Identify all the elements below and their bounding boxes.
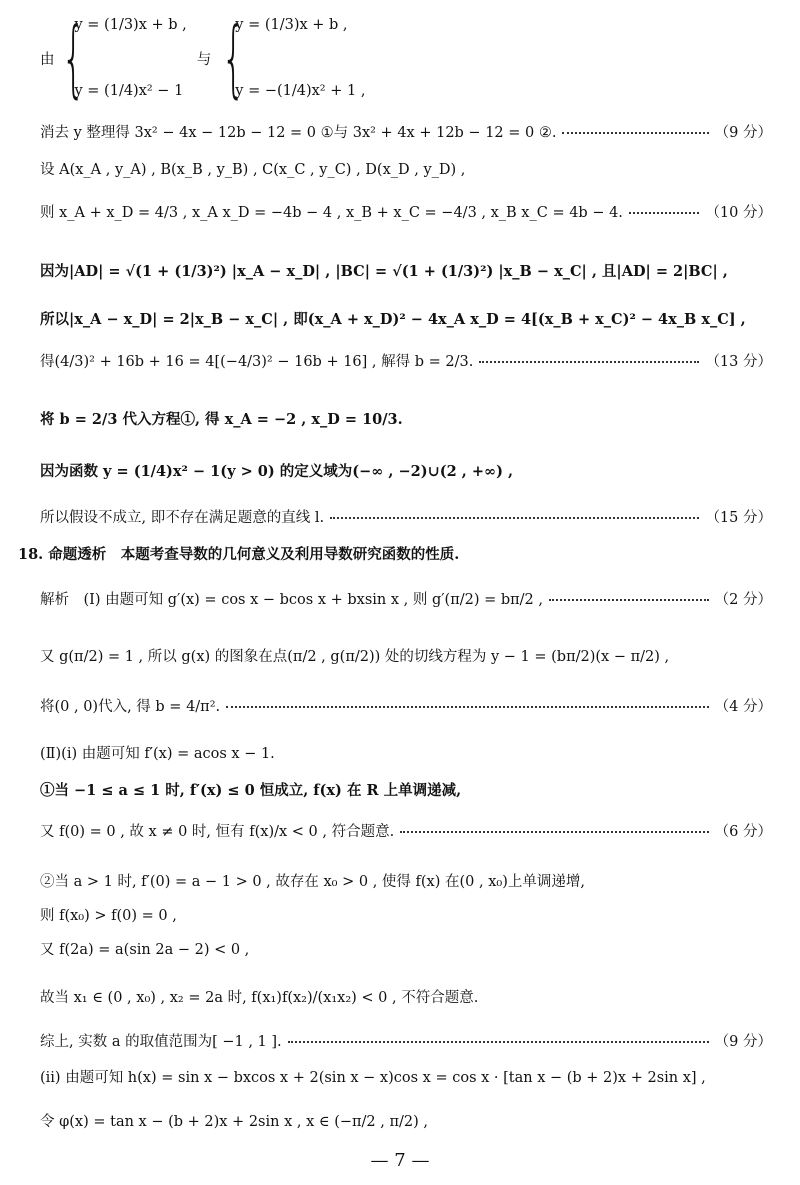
leader-dots bbox=[562, 132, 708, 134]
score-label: （9 分） bbox=[714, 1034, 772, 1050]
solution-line: 所以|x_A − x_D| = 2|x_B − x_C| , 即(x_A + x_D)² − 4x_A x_D = 4[(x_B + x_C)² − 4x_B x_C] , bbox=[40, 311, 746, 328]
solution-line: 则 f(x₀) > f(0) = 0 , bbox=[40, 908, 177, 924]
solution-line: (Ⅱ)(ⅰ) 由题可知 f′(x) = acos x − 1. bbox=[40, 746, 275, 762]
solution-line: 因为函数 y = (1/4)x² − 1(y > 0) 的定义域为(−∞ , −2)∪(2 , +∞) , bbox=[40, 463, 514, 480]
leader-dots bbox=[479, 361, 699, 363]
solution-line: 因为|AD| = √(1 + (1/3)²) |x_A − x_D| , |BC| = √(1 + (1/3)²) |x_B − x_C| , 且|AD| = 2|BC| , bbox=[40, 263, 728, 280]
equation-system bbox=[40, 9, 366, 107]
question-heading: 18. 命题透析 本题考查导数的几何意义及利用导数研究函数的性质. bbox=[18, 546, 460, 563]
solution-line: 又 f(2a) = a(sin 2a − 2) < 0 , bbox=[40, 942, 250, 958]
leader-dots bbox=[400, 831, 708, 833]
solution-line: (ⅱ) 由题可知 h(x) = sin x − bxcos x + 2(sin x − x)cos x = cos x · [tan x − (b + 2)x + 2sin x] , bbox=[40, 1070, 706, 1086]
right-brace: { bbox=[221, 9, 246, 107]
right-equation-1: y = (1/3)x + b , bbox=[235, 17, 348, 33]
system-prefix: 由 bbox=[40, 51, 55, 68]
score-label: （2 分） bbox=[714, 592, 772, 608]
solution-line: 解析 (Ⅰ) 由题可知 g′(x) = cos x − bcos x + bxsin x , 则 g′(π/2) = bπ/2 , （2 分） bbox=[40, 592, 772, 608]
right-system bbox=[235, 17, 365, 99]
right-equation-2: y = −(1/4)x² + 1 , bbox=[235, 83, 366, 99]
solution-line: 得(4/3)² + 16b + 16 = 4[(−4/3)² − 16b + 16] , 解得 b = 2/3. （13 分） bbox=[40, 354, 772, 370]
solution-line: 消去 y 整理得 3x² − 4x − 12b − 12 = 0 ①与 3x² + 4x + 12b − 12 = 0 ②. （9 分） bbox=[40, 125, 772, 141]
left-equation-1: y = (1/3)x + b , bbox=[74, 17, 187, 33]
solution-line: 又 f(0) = 0 , 故 x ≠ 0 时, 恒有 f(x)/x < 0 , 符合题意. （6 分） bbox=[40, 824, 772, 840]
score-label: （10 分） bbox=[705, 205, 772, 221]
system-connector: 与 bbox=[196, 51, 212, 68]
score-label: （9 分） bbox=[714, 125, 772, 141]
score-label: （13 分） bbox=[705, 354, 772, 370]
solution-line: 所以假设不成立, 即不存在满足题意的直线 l. （15 分） bbox=[40, 510, 772, 526]
solution-line: ②当 a > 1 时, f′(0) = a − 1 > 0 , 故存在 x₀ > 0 , 使得 f(x) 在(0 , x₀)上单调递增, bbox=[40, 874, 585, 890]
solution-line: 令 φ(x) = tan x − (b + 2)x + 2sin x , x ∈ (−π/2 , π/2) , bbox=[40, 1114, 428, 1130]
leader-dots bbox=[226, 706, 709, 708]
solution-line: 故当 x₁ ∈ (0 , x₀) , x₂ = 2a 时, f(x₁)f(x₂)/(x₁x₂) < 0 , 不符合题意. bbox=[40, 990, 479, 1006]
leader-dots bbox=[549, 599, 709, 601]
solution-line: 将(0 , 0)代入, 得 b = 4/π². （4 分） bbox=[40, 699, 772, 715]
leader-dots bbox=[288, 1041, 709, 1043]
solution-line: 将 b = 2/3 代入方程①, 得 x_A = −2 , x_D = 10/3. bbox=[40, 411, 403, 428]
leader-dots bbox=[629, 212, 700, 214]
left-brace: { bbox=[60, 9, 85, 107]
score-label: （6 分） bbox=[714, 824, 772, 840]
score-label: （15 分） bbox=[705, 510, 772, 526]
solution-line: ①当 −1 ≤ a ≤ 1 时, f′(x) ≤ 0 恒成立, f(x) 在 R 上单调递减, bbox=[40, 782, 462, 799]
solution-line: 又 g(π/2) = 1 , 所以 g(x) 的图象在点(π/2 , g(π/2)) 处的切线方程为 y − 1 = (bπ/2)(x − π/2) , bbox=[40, 649, 670, 665]
solution-line: 综上, 实数 a 的取值范围为[ −1 , 1 ]. （9 分） bbox=[40, 1034, 772, 1050]
leader-dots bbox=[330, 517, 699, 519]
page-number: — 7 — bbox=[370, 1150, 430, 1171]
left-equation-2: y = (1/4)x² − 1 bbox=[74, 83, 184, 99]
solution-line: 设 A(x_A , y_A) , B(x_B , y_B) , C(x_C , y_C) , D(x_D , y_D) , bbox=[40, 162, 466, 178]
left-system bbox=[75, 17, 187, 99]
solution-line: 则 x_A + x_D = 4/3 , x_A x_D = −4b − 4 , x_B + x_C = −4/3 , x_B x_C = 4b − 4. （10 分） bbox=[40, 205, 772, 221]
score-label: （4 分） bbox=[714, 699, 772, 715]
